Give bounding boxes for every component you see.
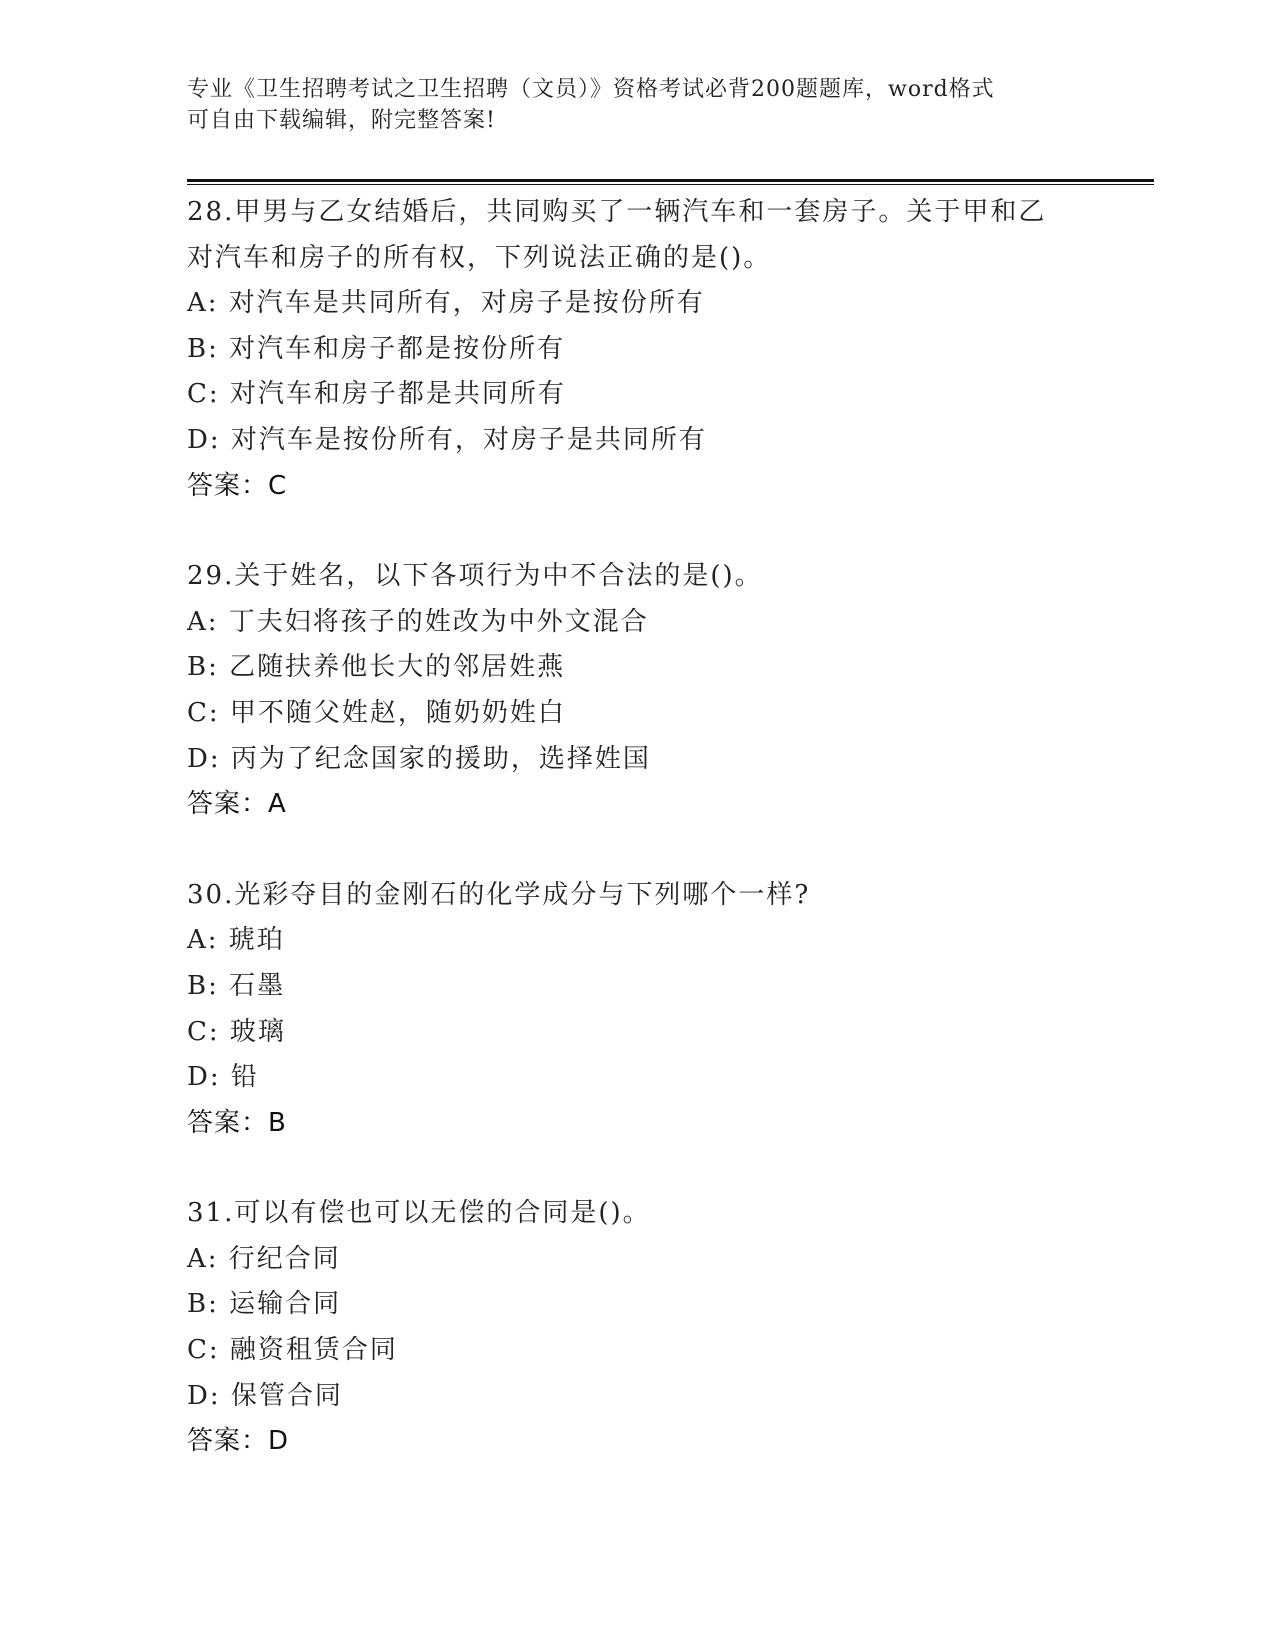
- option-a: A: 对汽车是共同所有，对房子是按份所有: [187, 288, 705, 319]
- answer-line: 答案：A: [187, 789, 287, 820]
- header-line-1: 专业《卫生招聘考试之卫生招聘（文员）》资格考试必背200题题库，word格式: [187, 77, 995, 102]
- option-a: A: 琥珀: [187, 925, 285, 956]
- answer-line: 答案：B: [187, 1107, 287, 1138]
- option-a: A: 行纪合同: [187, 1243, 341, 1274]
- option-b: B: 乙随扶养他长大的邻居姓燕: [187, 652, 566, 683]
- option-d: D: 对汽车是按份所有，对房子是共同所有: [187, 424, 707, 455]
- option-b: B: 石墨: [187, 970, 286, 1001]
- question-31: [187, 1191, 1127, 1465]
- option-d: D: 铅: [187, 1062, 259, 1093]
- question-stem-line: 对汽车和房子的所有权，下列说法正确的是()。: [187, 242, 772, 273]
- option-b: B: 对汽车和房子都是按份所有: [187, 333, 566, 364]
- question-stem-line: 28.甲男与乙女结婚后，共同购买了一辆汽车和一套房子。关于甲和乙: [187, 197, 1047, 227]
- question-stem-line: 31.可以有偿也可以无偿的合同是()。: [187, 1198, 651, 1229]
- header-line-2: 可自由下载编辑，附完整答案!: [187, 108, 496, 133]
- question-list: [187, 190, 1127, 1465]
- option-d: D: 丙为了纪念国家的援助，选择姓国: [187, 743, 651, 774]
- option-b: B: 运输合同: [187, 1289, 342, 1320]
- option-a: A: 丁夫妇将孩子的姓改为中外文混合: [187, 606, 649, 637]
- question-stem-line: 29.关于姓名，以下各项行为中不合法的是()。: [187, 561, 763, 592]
- question-spacer: [187, 1146, 1127, 1191]
- document-header: [187, 74, 1067, 136]
- option-c: C: 融资租赁合同: [187, 1335, 398, 1366]
- header-divider-thin: [187, 184, 1154, 185]
- option-d: D: 保管合同: [187, 1380, 343, 1411]
- header-divider: [187, 179, 1154, 182]
- question-28: [187, 190, 1127, 509]
- option-c: C: 对汽车和房子都是共同所有: [187, 379, 566, 410]
- option-c: C: 甲不随父姓赵，随奶奶姓白: [187, 697, 566, 728]
- answer-line: 答案：C: [187, 470, 288, 501]
- question-stem-line: 30.光彩夺目的金刚石的化学成分与下列哪个一样?: [187, 879, 811, 910]
- answer-line: 答案：D: [187, 1426, 290, 1457]
- question-29: [187, 554, 1127, 828]
- option-c: C: 玻璃: [187, 1016, 286, 1047]
- question-30: [187, 873, 1127, 1147]
- question-spacer: [187, 828, 1127, 873]
- question-spacer: [187, 509, 1127, 554]
